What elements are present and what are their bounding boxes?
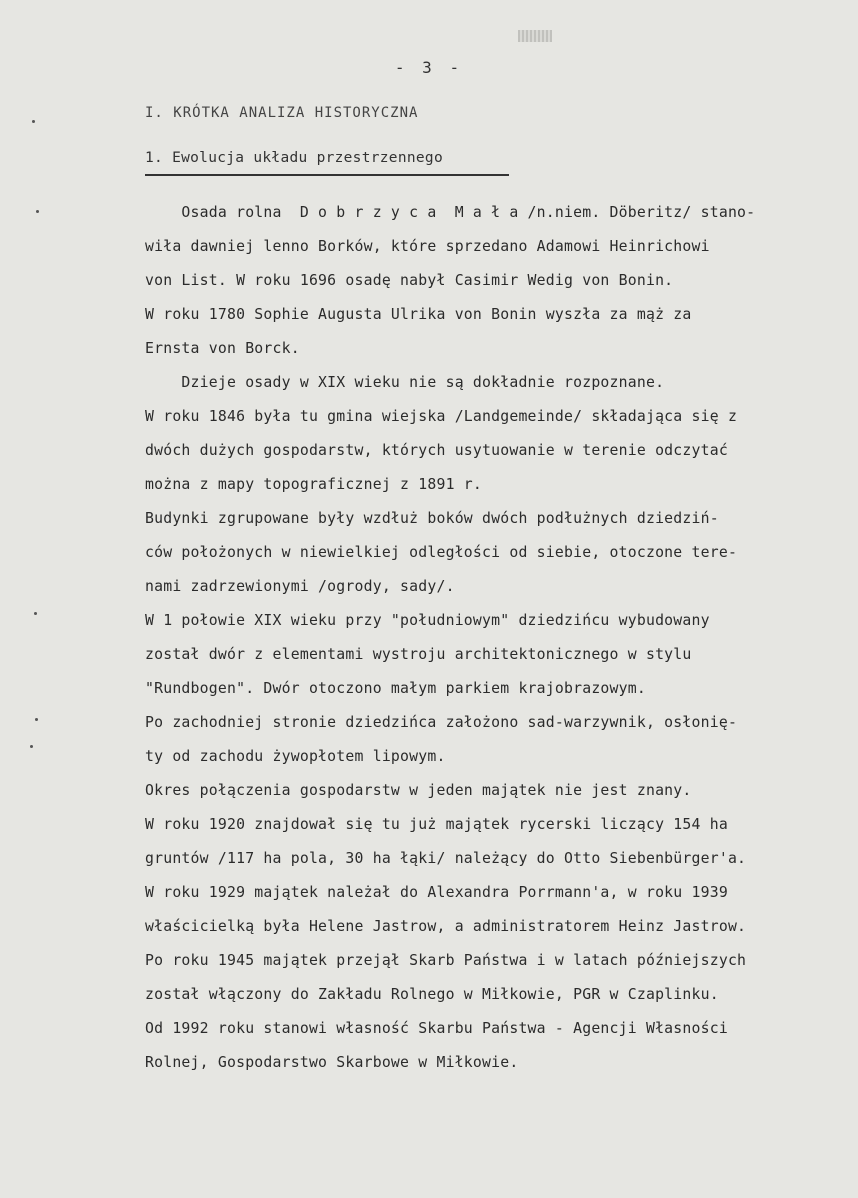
- text-line: W roku 1929 majątek należał do Alexandra Porrmann'a, w roku 1939: [145, 884, 728, 901]
- text-line: von List. W roku 1696 osadę nabył Casimir Wedig von Bonin.: [145, 272, 674, 289]
- text-line: Budynki zgrupowane były wzdłuż boków dwóch podłużnych dziedziń-: [145, 510, 719, 527]
- text-line: Ernsta von Borck.: [145, 340, 300, 357]
- text-line: Po roku 1945 majątek przejął Skarb Państwa i w latach późniejszych: [145, 952, 747, 969]
- scan-speck: [36, 210, 39, 213]
- scan-speck: [30, 745, 33, 748]
- scan-speck: [32, 120, 35, 123]
- text-line: został włączony do Zakładu Rolnego w Miłkowie, PGR w Czaplinku.: [145, 986, 719, 1003]
- subheading-underline: [145, 174, 509, 176]
- text-line: Osada rolna D o b r z y c a M a ł a /n.niem. Döberitz/ stano-: [145, 204, 756, 221]
- text-line: ty od zachodu żywopłotem lipowym.: [145, 748, 446, 765]
- text-line: ców położonych w niewielkiej odległości od siebie, otoczone tere-: [145, 544, 738, 561]
- text-line: W roku 1846 była tu gmina wiejska /Landgemeinde/ składająca się z: [145, 408, 738, 425]
- text-line: właścicielką była Helene Jastrow, a administratorem Heinz Jastrow.: [145, 918, 747, 935]
- text-line: został dwór z elementami wystroju architektonicznego w stylu: [145, 646, 692, 663]
- scan-speck: [35, 718, 38, 721]
- text-line: "Rundbogen". Dwór otoczono małym parkiem krajobrazowym.: [145, 680, 646, 697]
- text-line: W roku 1780 Sophie Augusta Ulrika von Bonin wyszła za mąż za: [145, 306, 692, 323]
- text-line: W roku 1920 znajdował się tu już majątek rycerski liczący 154 ha: [145, 816, 728, 833]
- text-line: wiła dawniej lenno Borków, które sprzedano Adamowi Heinrichowi: [145, 238, 710, 255]
- text-line: gruntów /117 ha pola, 30 ha łąki/ należący do Otto Siebenbürger'a.: [145, 850, 747, 867]
- body-text: [145, 196, 845, 1080]
- text-line: Po zachodniej stronie dziedzińca założono sad-warzywnik, osłonię-: [145, 714, 738, 731]
- scan-speck: [34, 612, 37, 615]
- subsection-heading: 1. Ewolucja układu przestrzennego: [145, 150, 443, 166]
- text-line: Dzieje osady w XIX wieku nie są dokładnie rozpoznane.: [145, 374, 665, 391]
- text-line: nami zadrzewionymi /ogrody, sady/.: [145, 578, 455, 595]
- text-line: można z mapy topograficznej z 1891 r.: [145, 476, 483, 493]
- page-number: - 3 -: [394, 58, 464, 77]
- text-line: W 1 połowie XIX wieku przy "południowym" dziedzińcu wybudowany: [145, 612, 710, 629]
- text-line: Okres połączenia gospodarstw w jeden majątek nie jest znany.: [145, 782, 692, 799]
- section-heading: I. KRÓTKA ANALIZA HISTORYCZNA: [145, 105, 419, 121]
- archive-stamp-mark: [518, 30, 552, 42]
- text-line: Rolnej, Gospodarstwo Skarbowe w Miłkowie.: [145, 1054, 519, 1071]
- text-line: dwóch dużych gospodarstw, których usytuowanie w terenie odczytać: [145, 442, 728, 459]
- text-line: Od 1992 roku stanowi własność Skarbu Państwa - Agencji Własności: [145, 1020, 728, 1037]
